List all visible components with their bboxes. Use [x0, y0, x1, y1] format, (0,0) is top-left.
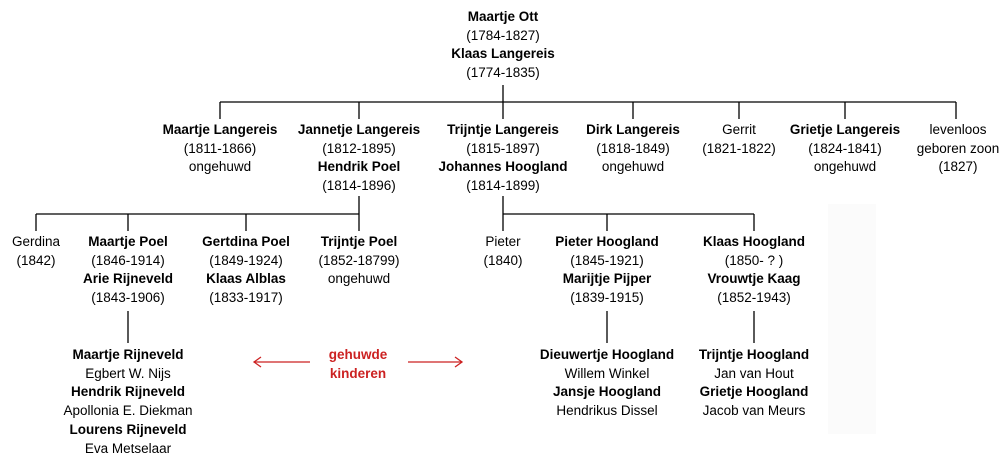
child-name: Hendrik Rijneveld — [70, 384, 186, 400]
person-gerdina — [12, 233, 60, 270]
dates: (1840) — [483, 252, 523, 268]
spouse-name: Arie Rijneveld — [82, 271, 174, 287]
person-gerrit — [702, 121, 776, 158]
person-maartje-poel — [83, 233, 173, 308]
person-gertdina-poel — [202, 233, 290, 308]
spouse-name: Egbert W. Nijs — [85, 365, 171, 381]
status: ongehuwd — [601, 159, 665, 175]
child-name: Dieuwertje Hoogland — [539, 347, 675, 362]
child-name: Jansje Hoogland — [552, 384, 662, 400]
spouse-name: Vrouwtje Kaag — [707, 271, 801, 287]
person-jannetje-langereis — [298, 121, 420, 196]
dates: (1812-1895) — [322, 140, 396, 156]
spouse-dates: (1814-1899) — [466, 178, 540, 194]
person-pieter — [483, 233, 522, 270]
spouse-dates: (1774-1835) — [466, 65, 540, 81]
spouse-dates: (1833-1917) — [209, 290, 283, 306]
rijneveld-married-children — [63, 346, 192, 458]
dates: (1811-1866) — [183, 140, 257, 156]
name: Grietje Langereis — [789, 122, 901, 137]
dates: (1846-1914) — [91, 252, 165, 268]
spouse-name: Jacob van Meurs — [702, 403, 806, 419]
legend-line-1: gehuwde — [328, 347, 388, 362]
child-name: Maartje Rijneveld — [72, 347, 184, 362]
status: ongehuwd — [188, 159, 252, 175]
dates: (1845-1921) — [570, 252, 644, 268]
spouse-name: Hendrik Poel — [317, 159, 401, 175]
name: Trijntje Langereis — [447, 122, 559, 137]
dates: (1784-1827) — [466, 27, 540, 43]
name: Trijntje Poel — [320, 234, 398, 249]
name: Maartje Ott — [467, 9, 539, 24]
child-name: Lourens Rijneveld — [69, 421, 187, 437]
person-trijntje-langereis — [438, 121, 567, 196]
name: Maartje Langereis — [162, 122, 278, 137]
name: Jannetje Langereis — [297, 122, 421, 137]
person-levenloos-zoon — [917, 121, 1000, 177]
dates: (1824-1841) — [808, 140, 882, 156]
dates: (1821-1822) — [702, 140, 776, 156]
name: Gertdina Poel — [202, 234, 290, 249]
person-pieter-hoogland — [555, 233, 659, 308]
spouse-name: Johannes Hoogland — [438, 159, 568, 175]
name: Gerrit — [722, 122, 756, 137]
name: Gerdina — [11, 234, 61, 249]
name: Maartje Poel — [88, 234, 168, 249]
dates: (1842) — [16, 252, 56, 268]
status: ongehuwd — [813, 159, 877, 175]
spouse-dates: (1843-1906) — [91, 290, 165, 306]
dates: (1852-18799) — [318, 252, 400, 268]
person-maartje-langereis — [163, 121, 278, 177]
dates: (1850- ? ) — [724, 252, 784, 268]
label: geboren zoon — [916, 140, 1000, 156]
person-trijntje-poel — [318, 233, 399, 289]
spouse-name: Klaas Alblas — [206, 271, 286, 287]
child-name: Trijntje Hoogland — [698, 347, 810, 362]
pieter-hoogland-married-children — [540, 346, 674, 421]
child-name: Grietje Hoogland — [699, 384, 809, 400]
dates: (1849-1924) — [209, 252, 283, 268]
spouse-name: Hendrikus Dissel — [556, 403, 658, 419]
legend-line-2: kinderen — [329, 365, 387, 381]
dates: (1827) — [938, 159, 978, 175]
label: levenloos — [929, 122, 987, 137]
spouse-name: Marijtje Pijper — [562, 271, 652, 287]
spouse-dates: (1814-1896) — [322, 178, 396, 194]
spouse-name: Willem Winkel — [564, 365, 650, 381]
person-dirk-langereis — [586, 121, 680, 177]
person-root — [451, 8, 555, 83]
status: ongehuwd — [327, 271, 391, 287]
dates: (1815-1897) — [466, 140, 540, 156]
dates: (1818-1849) — [596, 140, 670, 156]
spouse-name: Klaas Langereis — [451, 46, 555, 62]
married-children-legend — [329, 346, 388, 383]
person-klaas-hoogland — [703, 233, 805, 308]
name: Dirk Langereis — [586, 122, 680, 137]
spouse-name: Jan van Hout — [714, 365, 794, 381]
klaas-hoogland-married-children — [699, 346, 809, 421]
spouse-dates: (1839-1915) — [570, 290, 644, 306]
name: Klaas Hoogland — [702, 234, 806, 249]
spouse-name: Eva Metselaar — [84, 440, 172, 456]
person-grietje-langereis — [790, 121, 900, 177]
spouse-dates: (1852-1943) — [717, 290, 791, 306]
name: Pieter Hoogland — [555, 234, 659, 249]
name: Pieter — [485, 234, 521, 249]
spouse-name: Apollonia E. Diekman — [63, 403, 193, 419]
